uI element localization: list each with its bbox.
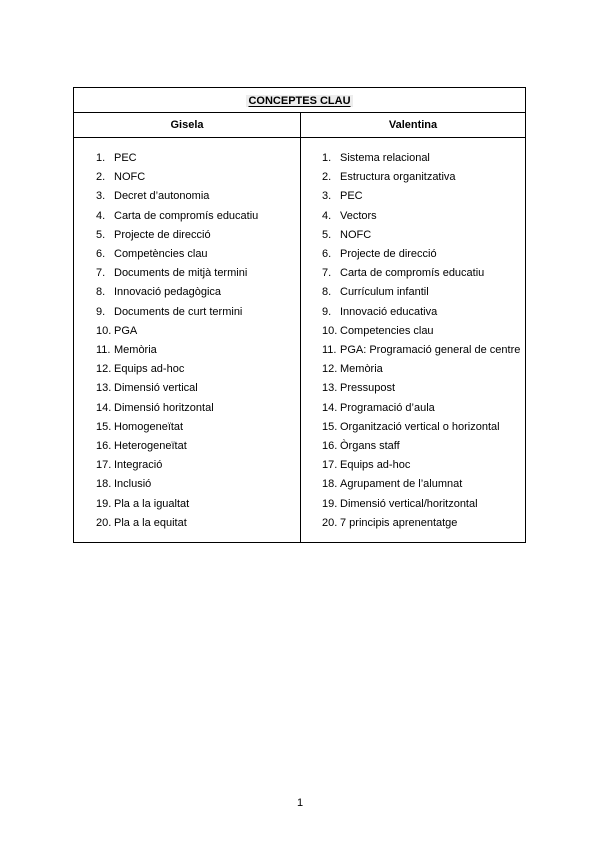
list-item — [74, 418, 300, 437]
list-item-text: Currículum infantil — [340, 286, 429, 299]
list-item-number: 17. — [322, 459, 338, 472]
list-item — [74, 495, 300, 514]
list-item — [74, 187, 300, 206]
table-title: CONCEPTES CLAU — [248, 95, 351, 107]
list-item — [74, 475, 300, 494]
list-item-number: 2. — [322, 171, 332, 184]
list-item — [74, 456, 300, 475]
list-item-number: 10. — [322, 324, 338, 337]
list-item — [301, 168, 525, 187]
list-item-text: Heterogeneïtat — [114, 440, 187, 453]
list-item-number: 11. — [322, 344, 337, 357]
list-item-text: 7 principis aprenentatge — [340, 516, 458, 529]
list-item — [301, 283, 525, 302]
list-item-number: 3. — [322, 190, 332, 203]
list-item — [301, 437, 525, 456]
list-item-number: 3. — [96, 190, 106, 203]
list-item — [74, 303, 300, 322]
list-item — [74, 207, 300, 226]
list-item — [74, 399, 300, 418]
list-item-text: Dimensió horitzontal — [114, 401, 214, 414]
list-item-number: 17. — [96, 459, 112, 472]
list-item-text: Integració — [114, 459, 163, 472]
list-item — [301, 360, 525, 379]
list-item-number: 4. — [322, 209, 332, 222]
list-item-number: 8. — [96, 286, 106, 299]
list-item-text: PEC — [114, 152, 137, 164]
list-item-number: 18. — [96, 478, 112, 491]
list-item-number: 8. — [322, 286, 332, 299]
list-item-text: Innovació educativa — [340, 305, 438, 318]
list-item — [301, 187, 525, 206]
list-item-text: Homogeneïtat — [114, 420, 184, 433]
list-item-text: Carta de compromís educatiu — [340, 267, 485, 280]
list-item-number: 10. — [96, 324, 112, 337]
list-item-text: Dimensió vertical/horitzontal — [340, 497, 478, 510]
concepts-table — [73, 87, 526, 543]
list-item — [301, 149, 525, 168]
list-item-text: PEC — [340, 190, 363, 203]
list-item-text: Organització vertical o horizontal — [340, 420, 500, 433]
list-item — [301, 303, 525, 322]
list-item-text: Projecte de direcció — [114, 228, 211, 241]
list-item-number: 2. — [96, 171, 106, 184]
column-header-valentina: Valentina — [301, 113, 526, 138]
list-item-number: 12. — [96, 363, 112, 376]
list-item-text: Competencies clau — [340, 324, 434, 337]
list-item — [74, 168, 300, 187]
list-item — [301, 264, 525, 283]
list-item-text: Pressupost — [340, 382, 396, 395]
list-item-number: 14. — [96, 401, 112, 414]
list-item — [74, 149, 300, 168]
list-item-text: Projecte de direcció — [340, 248, 437, 261]
list-item — [74, 322, 300, 341]
list-item-number: 19. — [322, 497, 338, 510]
list-item-text: Vectors — [340, 209, 377, 222]
list-item-number: 12. — [322, 363, 338, 376]
list-item-text: Carta de compromís educatiu — [114, 209, 259, 222]
list-item-number: 7. — [96, 267, 106, 280]
list-item-number: 15. — [96, 420, 112, 433]
list-item-number: 5. — [96, 228, 106, 241]
valentina-concepts-cell — [301, 138, 526, 543]
column-header-gisela: Gisela — [74, 113, 301, 138]
list-item-number: 6. — [322, 248, 332, 261]
list-item — [74, 437, 300, 456]
list-item-text: NOFC — [114, 171, 146, 184]
list-item — [301, 418, 525, 437]
gisela-concepts-cell — [74, 138, 301, 543]
list-item-text: Memòria — [340, 363, 383, 376]
list-item — [74, 226, 300, 245]
list-item — [301, 399, 525, 418]
list-item — [74, 379, 300, 398]
list-item — [301, 341, 525, 360]
list-item-text: Pla a la equitat — [114, 516, 187, 529]
list-item-text: Agrupament de l’alumnat — [340, 478, 463, 491]
list-item-number: 13. — [96, 382, 112, 395]
list-item-text: Competències clau — [114, 248, 208, 261]
list-item — [74, 360, 300, 379]
list-item-number: 20. — [322, 516, 338, 529]
gisela-concepts-list — [74, 149, 300, 533]
list-item — [301, 226, 525, 245]
list-item-text: Estructura organitzativa — [340, 171, 456, 184]
list-item-number: 16. — [322, 440, 338, 453]
list-item-number: 1. — [322, 152, 332, 164]
list-item — [301, 514, 525, 533]
list-item — [74, 264, 300, 283]
list-item-text: Documents de mitjà termini — [114, 267, 248, 280]
list-item-text: Decret d’autonomia — [114, 190, 210, 203]
list-item-text: PGA: Programació general de centre — [340, 344, 521, 357]
list-item — [301, 379, 525, 398]
list-item-text: Òrgans staff — [340, 440, 400, 453]
list-item-text: PGA — [114, 324, 138, 337]
list-item-number: 16. — [96, 440, 112, 453]
list-item-text: Documents de curt termini — [114, 305, 243, 318]
list-item-text: Equips ad-hoc — [114, 363, 185, 376]
list-item — [301, 475, 525, 494]
list-item-text: Programació d’aula — [340, 401, 435, 414]
list-item-number: 9. — [322, 305, 332, 318]
list-item-number: 15. — [322, 420, 338, 433]
list-item — [74, 341, 300, 360]
list-item-number: 19. — [96, 497, 112, 510]
list-item-number: 13. — [322, 382, 338, 395]
list-item — [74, 514, 300, 533]
list-item — [301, 456, 525, 475]
list-item-number: 20. — [96, 516, 112, 529]
list-item-text: Sistema relacional — [340, 152, 430, 164]
list-item-text: Pla a la igualtat — [114, 497, 190, 510]
list-item — [301, 322, 525, 341]
list-item-text: Innovació pedagògica — [114, 286, 222, 299]
list-item-text: Dimensió vertical — [114, 382, 198, 395]
list-item-number: 9. — [96, 305, 106, 318]
list-item-number: 18. — [322, 478, 338, 491]
table-title-cell — [74, 88, 526, 113]
list-item-number: 4. — [96, 209, 106, 222]
list-item — [301, 495, 525, 514]
list-item — [74, 245, 300, 264]
list-item-text: Inclusió — [114, 478, 152, 491]
valentina-concepts-list — [301, 149, 525, 533]
list-item-text: NOFC — [340, 228, 372, 241]
page-number: 1 — [296, 797, 304, 809]
list-item-number: 11. — [96, 344, 111, 357]
list-item-number: 7. — [322, 267, 332, 280]
list-item — [301, 245, 525, 264]
list-item-text: Equips ad-hoc — [340, 459, 411, 472]
list-item-number: 5. — [322, 228, 332, 241]
list-item-text: Memòria — [114, 344, 157, 357]
list-item — [74, 283, 300, 302]
list-item-number: 1. — [96, 152, 106, 164]
list-item-number: 6. — [96, 248, 106, 261]
list-item — [301, 207, 525, 226]
list-item-number: 14. — [322, 401, 338, 414]
